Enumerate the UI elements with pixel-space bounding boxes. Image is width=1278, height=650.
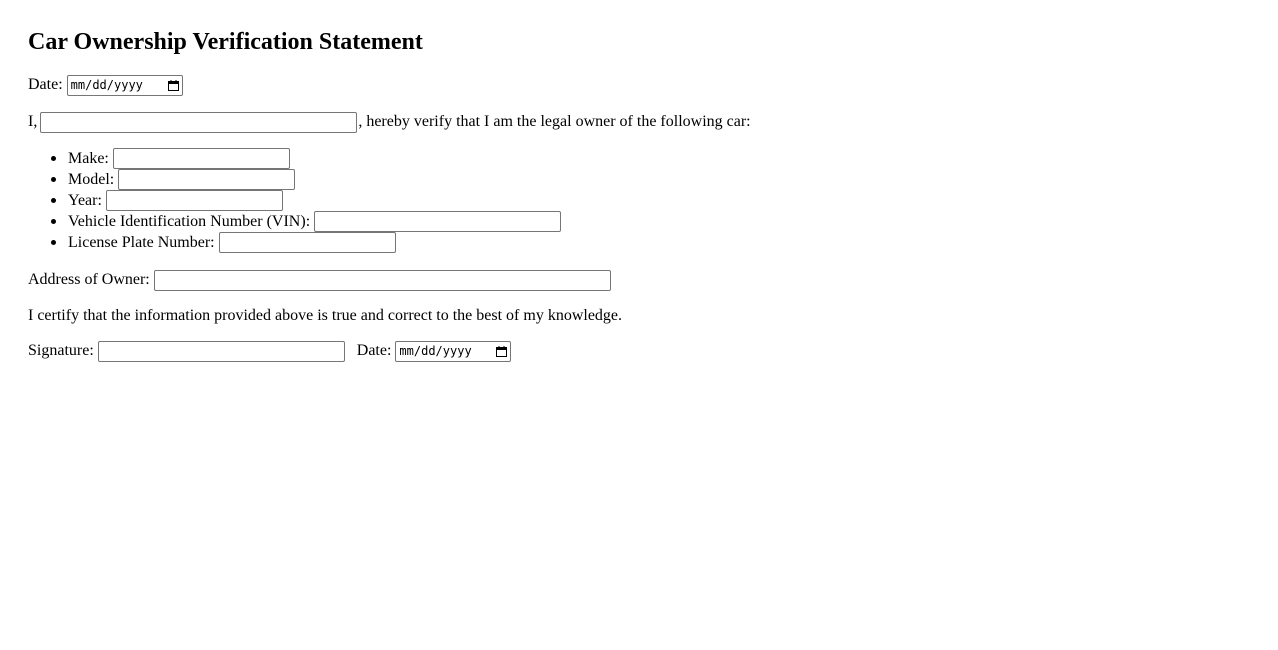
date-placeholder: mm/dd/yyyy xyxy=(70,78,143,92)
owner-suffix: , hereby verify that I am the legal owner of the following car: xyxy=(358,113,751,130)
signature-input[interactable] xyxy=(98,341,345,362)
signature-date-label: Date: xyxy=(356,342,392,359)
model-input[interactable] xyxy=(118,169,295,190)
signature-date-input[interactable] xyxy=(395,341,511,362)
list-item xyxy=(28,148,561,169)
address-label: Address of Owner: xyxy=(28,271,150,288)
address-input[interactable] xyxy=(154,270,611,291)
license-plate-label: License Plate Number: xyxy=(68,234,215,251)
model-label: Model: xyxy=(68,171,115,188)
year-input[interactable] xyxy=(106,190,283,211)
list-item xyxy=(28,169,561,190)
date-label: Date: xyxy=(28,76,63,93)
year-label: Year: xyxy=(68,192,102,209)
bullet xyxy=(51,219,56,224)
signature-row xyxy=(28,340,511,362)
owner-prefix: I, xyxy=(28,113,38,130)
calendar-icon[interactable] xyxy=(496,346,507,357)
bullet xyxy=(51,198,56,203)
list-item xyxy=(28,190,561,211)
bullet xyxy=(51,177,56,182)
bullet xyxy=(51,240,56,245)
owner-row xyxy=(28,111,751,133)
license-plate-input[interactable] xyxy=(219,232,396,253)
vin-label: Vehicle Identification Number (VIN): xyxy=(68,213,311,230)
car-details-list xyxy=(28,148,561,253)
list-item xyxy=(28,211,561,232)
make-input[interactable] xyxy=(113,148,290,169)
make-label: Make: xyxy=(68,150,109,167)
address-row xyxy=(28,269,611,291)
owner-name-input[interactable] xyxy=(40,112,357,133)
list-item xyxy=(28,232,561,253)
signature-date-placeholder: mm/dd/yyyy xyxy=(399,344,472,358)
date-input[interactable] xyxy=(67,75,183,96)
certify-row xyxy=(28,305,622,327)
calendar-icon[interactable] xyxy=(168,80,179,91)
date-row xyxy=(28,74,183,96)
vin-input[interactable] xyxy=(314,211,561,232)
certify-text: I certify that the information provided above is true and correct to the best of my knowledge. xyxy=(28,307,623,324)
bullet xyxy=(51,156,56,161)
page-title: Car Ownership Verification Statement xyxy=(28,29,423,55)
signature-label: Signature: xyxy=(28,342,94,359)
